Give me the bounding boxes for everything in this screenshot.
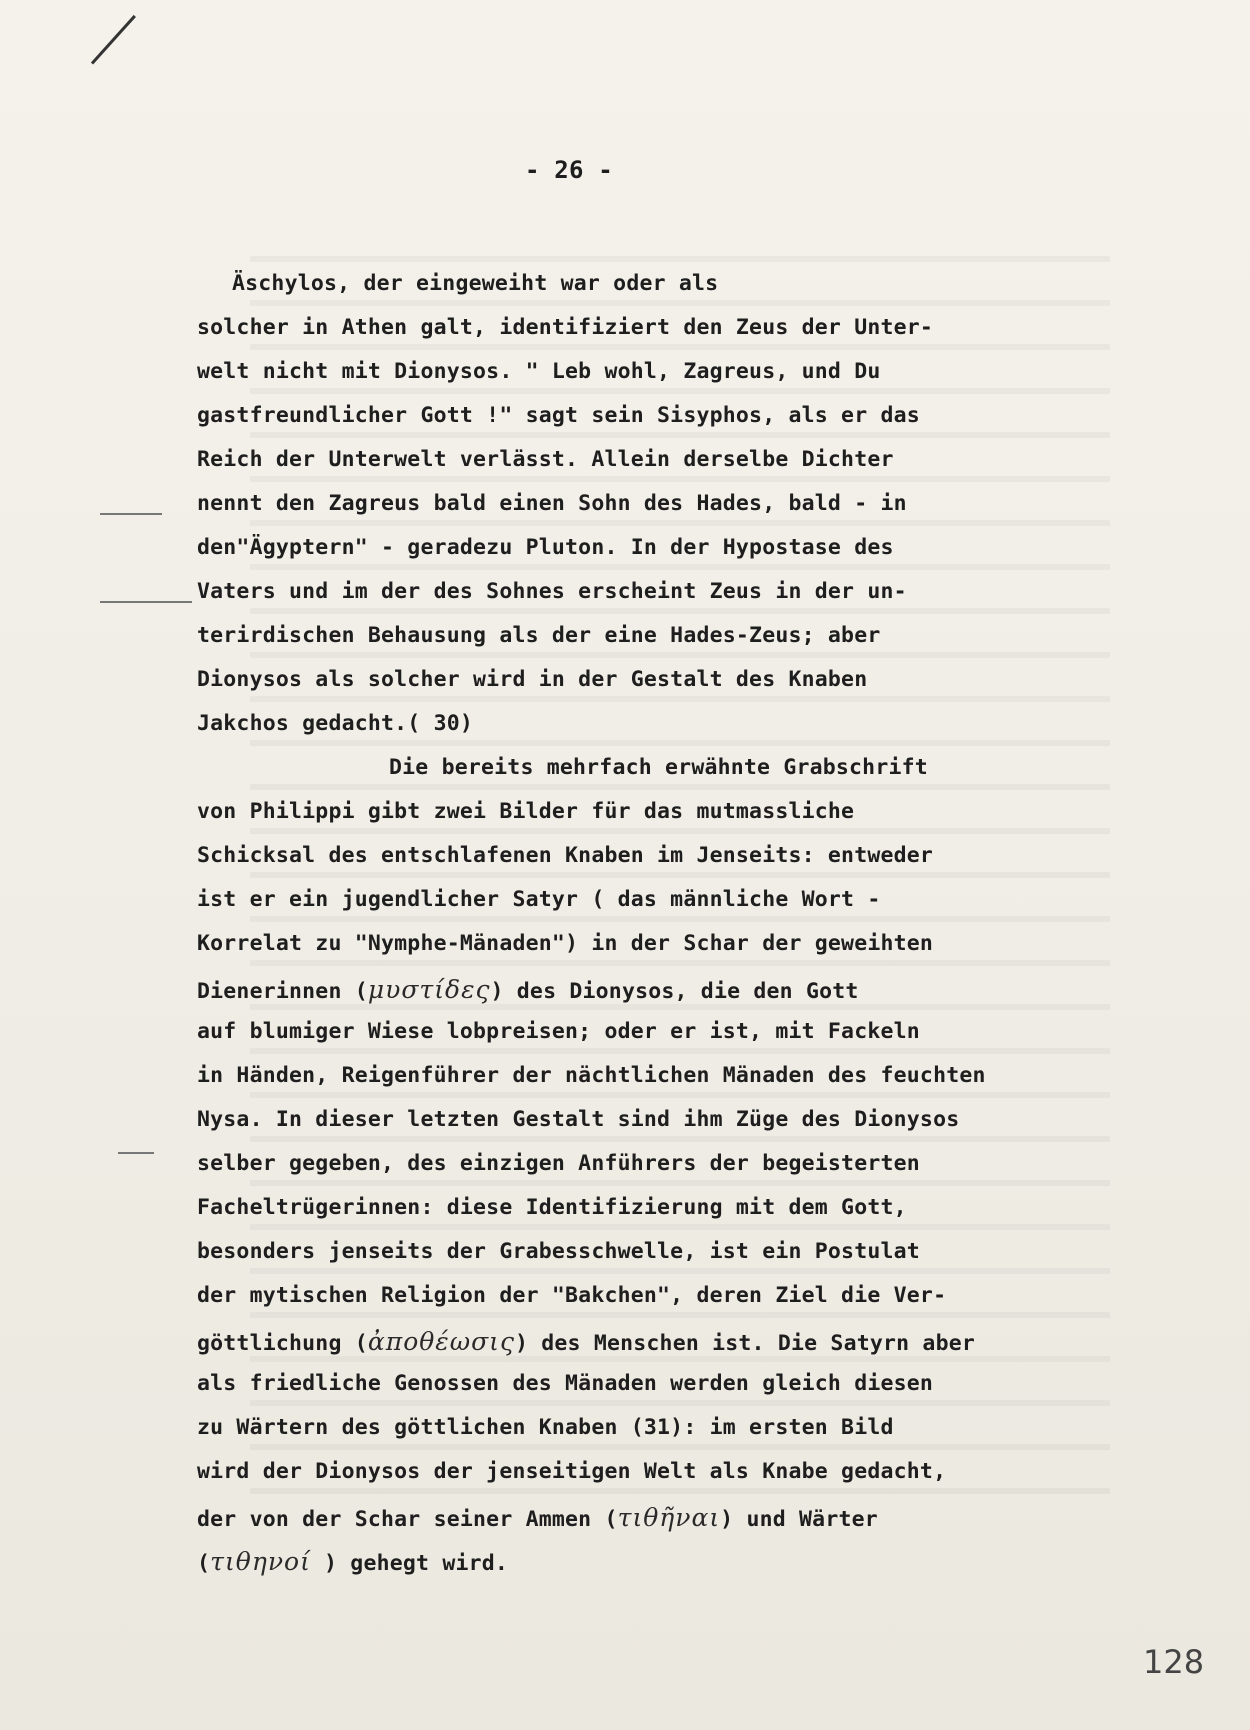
line-text: terirdischen Behausung als der eine Hades-Zeus; aber: [197, 623, 881, 648]
handwritten-greek-word: τιθηνοί: [210, 1547, 311, 1576]
line-text: Facheltrügerinnen: diese Identifizierung mit dem Gott,: [197, 1195, 907, 1220]
text-line: [197, 1547, 508, 1576]
line-text: Vaters und im der des Sohnes erscheint Zeus in der un-: [197, 579, 907, 604]
handwritten-greek-word: τιθῆναι: [617, 1503, 721, 1532]
line-text: Schicksal des entschlafenen Knaben im Jenseits: entweder: [197, 843, 934, 868]
line-text: ) des Menschen ist. Die Satyrn aber: [514, 1331, 976, 1356]
text-line: [197, 623, 881, 648]
text-line: [197, 491, 907, 516]
line-text: Nysa. In dieser letzten Gestalt sind ihm Züge des Dionysos: [197, 1107, 960, 1132]
text-line: [197, 975, 859, 1004]
text-line: [197, 887, 881, 912]
text-line: [197, 1283, 946, 1308]
line-text: ) des Dionysos, die den Gott: [490, 979, 859, 1004]
line-text: von Philippi gibt zwei Bilder für das mutmassliche: [197, 799, 855, 824]
text-line: [197, 1327, 975, 1356]
line-text: wird der Dionysos der jenseitigen Welt als Knabe gedacht,: [197, 1459, 947, 1484]
line-text: den"Ägyptern" - geradezu Pluton. In der Hypostase des: [197, 535, 894, 560]
text-line: [197, 1239, 920, 1264]
line-text: der von der Schar seiner Ammen (: [197, 1507, 618, 1532]
line-text: (: [197, 1551, 211, 1576]
text-line: [197, 1151, 920, 1176]
line-text: Reich der Unterwelt verlässt. Allein derselbe Dichter: [197, 447, 894, 472]
text-line: [197, 1503, 878, 1532]
text-line: [197, 843, 933, 868]
line-text: gastfreundlicher Gott !" sagt sein Sisyphos, als er das: [197, 403, 920, 428]
line-text: besonders jenseits der Grabesschwelle, ist ein Postulat: [197, 1239, 920, 1264]
folio-number: 128: [1143, 1643, 1205, 1681]
text-line: [197, 315, 933, 340]
text-line: [197, 535, 894, 560]
handwritten-greek-word: ἀποθέωσις: [367, 1327, 515, 1356]
text-line: [197, 1063, 986, 1088]
line-text: nennt den Zagreus bald einen Sohn des Hades, bald - in: [197, 491, 907, 516]
line-text: Jakchos gedacht.( 30): [197, 711, 474, 736]
line-text: Äschylos, der eingeweiht war oder als: [232, 271, 719, 296]
line-text: selber gegeben, des einzigen Anführers der begeisterten: [197, 1151, 920, 1176]
text-line: [197, 403, 920, 428]
text-line: [197, 931, 933, 956]
text-line: [389, 755, 928, 780]
line-text: welt nicht mit Dionysos. " Leb wohl, Zagreus, und Du: [197, 359, 881, 384]
text-line: [197, 1019, 920, 1044]
text-line: [197, 667, 867, 692]
text-line: [232, 271, 718, 296]
text-line: [197, 1195, 907, 1220]
line-text: Korrelat zu "Nymphe-Mänaden") in der Schar der geweihten: [197, 931, 934, 956]
line-text: als friedliche Genossen des Mänaden werden gleich diesen: [197, 1371, 934, 1396]
handwritten-greek-word: μυστίδες: [367, 975, 491, 1004]
line-text: solcher in Athen galt, identifiziert den Zeus der Unter-: [197, 315, 934, 340]
text-line: [197, 799, 854, 824]
line-text: ) gehegt wird.: [310, 1551, 509, 1576]
text-line: [197, 447, 894, 472]
line-text: Dionysos als solcher wird in der Gestalt des Knaben: [197, 667, 868, 692]
line-text: göttlichung (: [197, 1331, 368, 1356]
line-text: ist er ein jugendlicher Satyr ( das männliche Wort -: [197, 887, 881, 912]
text-line: [197, 359, 881, 384]
line-text: der mytischen Religion der "Bakchen", deren Ziel die Ver-: [197, 1283, 947, 1308]
text-line: [197, 1107, 959, 1132]
page-number: - 26 -: [525, 156, 613, 184]
margin-mark: [118, 1152, 154, 1154]
line-text: in Händen, Reigenführer der nächtlichen Mänaden des feuchten: [197, 1063, 986, 1088]
line-text: ) und Wärter: [720, 1507, 878, 1532]
margin-mark: [100, 513, 162, 515]
text-line: [197, 1415, 894, 1440]
line-text: Die bereits mehrfach erwähnte Grabschrift: [389, 755, 928, 780]
text-line: [197, 579, 907, 604]
line-text: Dienerinnen (: [197, 979, 368, 1004]
line-text: auf blumiger Wiese lobpreisen; oder er ist, mit Fackeln: [197, 1019, 920, 1044]
text-line: [197, 711, 473, 736]
line-text: zu Wärtern des göttlichen Knaben (31): im ersten Bild: [197, 1415, 894, 1440]
text-line: [197, 1459, 946, 1484]
text-line: [197, 1371, 933, 1396]
margin-mark: [100, 601, 192, 603]
